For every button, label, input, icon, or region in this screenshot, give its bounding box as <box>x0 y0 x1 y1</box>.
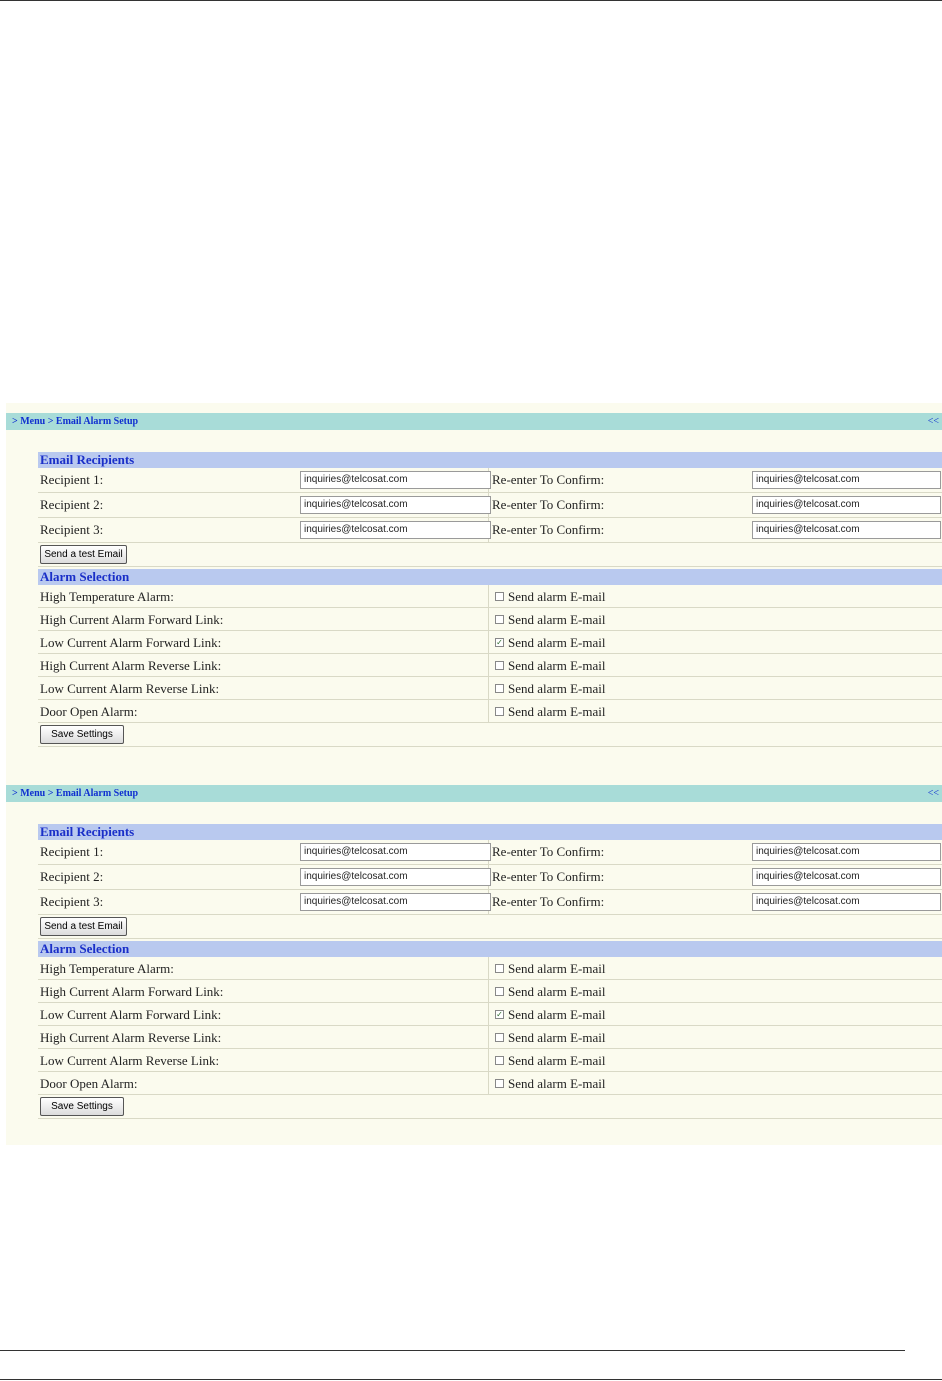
recipient-label: Recipient 3: <box>40 522 104 537</box>
alarm-label: Low Current Alarm Reverse Link: <box>40 1053 220 1068</box>
alarm-label: Low Current Alarm Forward Link: <box>40 635 222 650</box>
recipient-2-input[interactable]: inquiries@telcosat.com <box>300 496 491 514</box>
recipient-2-input[interactable]: inquiries@telcosat.com <box>300 868 491 886</box>
alarm-label: Door Open Alarm: <box>40 704 138 719</box>
column-divider <box>488 1049 489 1071</box>
alarm-row <box>38 1003 942 1026</box>
confirm-label: Re-enter To Confirm: <box>492 844 605 859</box>
recipient-label: Recipient 1: <box>40 472 104 487</box>
page-top-rule <box>0 0 942 1</box>
recipient-1-confirm-input[interactable]: inquiries@telcosat.com <box>752 843 941 861</box>
breadcrumb-path[interactable]: > Menu > Email Alarm Setup <box>12 416 139 427</box>
alarm-checkbox[interactable] <box>495 592 504 601</box>
alarm-row <box>38 1026 942 1049</box>
recipient-label: Recipient 2: <box>40 869 104 884</box>
save-settings-button[interactable]: Save Settings <box>40 725 124 744</box>
email-alarm-panel <box>6 403 942 775</box>
send-test-email-button[interactable]: Send a test Email <box>40 545 127 564</box>
recipient-2-confirm-input[interactable]: inquiries@telcosat.com <box>752 496 941 514</box>
recipient-3-confirm-input[interactable]: inquiries@telcosat.com <box>752 893 941 911</box>
alarm-checkbox[interactable] <box>495 1079 504 1088</box>
recipient-3-confirm-input[interactable]: inquiries@telcosat.com <box>752 521 941 539</box>
alarm-label: High Current Alarm Forward Link: <box>40 612 224 627</box>
column-divider <box>488 654 489 676</box>
send-alarm-label: Send alarm E-mail <box>508 984 606 999</box>
recipient-row <box>38 493 942 518</box>
breadcrumb-path[interactable]: > Menu > Email Alarm Setup <box>12 788 139 799</box>
column-divider <box>488 1072 489 1094</box>
collapse-link[interactable]: << <box>927 788 939 799</box>
send-alarm-label: Send alarm E-mail <box>508 589 606 604</box>
recipient-row <box>38 840 942 865</box>
recipient-label: Recipient 2: <box>40 497 104 512</box>
alarm-checkbox[interactable]: ✓ <box>496 1010 503 1019</box>
alarm-checkbox[interactable] <box>495 964 504 973</box>
column-divider <box>488 1003 489 1025</box>
column-divider <box>488 1026 489 1048</box>
send-alarm-label: Send alarm E-mail <box>508 681 606 696</box>
send-alarm-label: Send alarm E-mail <box>508 1076 606 1091</box>
collapse-link[interactable]: << <box>927 416 939 427</box>
alarm-checkbox[interactable]: ✓ <box>496 638 503 647</box>
alarm-checkbox[interactable] <box>495 684 504 693</box>
recipient-row <box>38 518 942 543</box>
alarm-checkbox[interactable] <box>495 707 504 716</box>
send-alarm-label: Send alarm E-mail <box>508 1053 606 1068</box>
recipient-3-input[interactable]: inquiries@telcosat.com <box>300 521 491 539</box>
recipient-label: Recipient 3: <box>40 894 104 909</box>
section-header-alarms: Alarm Selection <box>38 569 942 585</box>
alarm-row <box>38 677 942 700</box>
column-divider <box>488 585 489 607</box>
breadcrumb <box>6 785 942 802</box>
screenshot-area <box>6 403 942 1145</box>
alarm-row <box>38 700 942 723</box>
alarm-row <box>38 608 942 631</box>
alarm-label: Low Current Alarm Reverse Link: <box>40 681 220 696</box>
breadcrumb <box>6 413 942 430</box>
test-email-row <box>38 915 942 939</box>
alarm-checkbox[interactable] <box>495 1033 504 1042</box>
column-divider <box>488 700 489 722</box>
confirm-label: Re-enter To Confirm: <box>492 894 605 909</box>
send-alarm-label: Send alarm E-mail <box>508 658 606 673</box>
section-header-alarms: Alarm Selection <box>38 941 942 957</box>
alarm-label: Low Current Alarm Forward Link: <box>40 1007 222 1022</box>
send-alarm-label: Send alarm E-mail <box>508 635 606 650</box>
confirm-label: Re-enter To Confirm: <box>492 472 605 487</box>
email-alarm-panel <box>6 775 942 1147</box>
alarm-label: High Temperature Alarm: <box>40 961 174 976</box>
email-alarm-form <box>38 450 942 747</box>
alarm-checkbox[interactable] <box>495 615 504 624</box>
column-divider <box>488 631 489 653</box>
alarm-label: High Current Alarm Reverse Link: <box>40 1030 222 1045</box>
footer-rule <box>0 1379 942 1380</box>
column-divider <box>488 608 489 630</box>
send-alarm-label: Send alarm E-mail <box>508 1007 606 1022</box>
send-alarm-label: Send alarm E-mail <box>508 1030 606 1045</box>
recipient-1-input[interactable]: inquiries@telcosat.com <box>300 471 491 489</box>
recipient-row <box>38 468 942 493</box>
send-alarm-label: Send alarm E-mail <box>508 961 606 976</box>
alarm-checkbox[interactable] <box>495 987 504 996</box>
alarm-label: High Current Alarm Forward Link: <box>40 984 224 999</box>
send-test-email-button[interactable]: Send a test Email <box>40 917 127 936</box>
alarm-checkbox[interactable] <box>495 1056 504 1065</box>
send-alarm-label: Send alarm E-mail <box>508 612 606 627</box>
alarm-row <box>38 957 942 980</box>
footer-rule <box>0 1350 905 1351</box>
confirm-label: Re-enter To Confirm: <box>492 869 605 884</box>
alarm-row <box>38 1072 942 1095</box>
save-settings-button[interactable]: Save Settings <box>40 1097 124 1116</box>
column-divider <box>488 957 489 979</box>
recipient-3-input[interactable]: inquiries@telcosat.com <box>300 893 491 911</box>
column-divider <box>488 677 489 699</box>
alarm-label: High Current Alarm Reverse Link: <box>40 658 222 673</box>
recipient-1-input[interactable]: inquiries@telcosat.com <box>300 843 491 861</box>
email-alarm-form <box>38 822 942 1119</box>
recipient-1-confirm-input[interactable]: inquiries@telcosat.com <box>752 471 941 489</box>
recipient-row <box>38 865 942 890</box>
alarm-row <box>38 1049 942 1072</box>
alarm-row <box>38 980 942 1003</box>
alarm-row <box>38 585 942 608</box>
test-email-row <box>38 543 942 567</box>
column-divider <box>488 980 489 1002</box>
alarm-row <box>38 654 942 677</box>
recipient-row <box>38 890 942 915</box>
alarm-row <box>38 631 942 654</box>
confirm-label: Re-enter To Confirm: <box>492 522 605 537</box>
alarm-checkbox[interactable] <box>495 661 504 670</box>
alarm-label: Door Open Alarm: <box>40 1076 138 1091</box>
recipient-label: Recipient 1: <box>40 844 104 859</box>
alarm-label: High Temperature Alarm: <box>40 589 174 604</box>
section-header-recipients: Email Recipients <box>38 824 942 840</box>
save-row <box>38 1095 942 1119</box>
recipient-2-confirm-input[interactable]: inquiries@telcosat.com <box>752 868 941 886</box>
send-alarm-label: Send alarm E-mail <box>508 704 606 719</box>
section-header-recipients: Email Recipients <box>38 452 942 468</box>
confirm-label: Re-enter To Confirm: <box>492 497 605 512</box>
save-row <box>38 723 942 747</box>
